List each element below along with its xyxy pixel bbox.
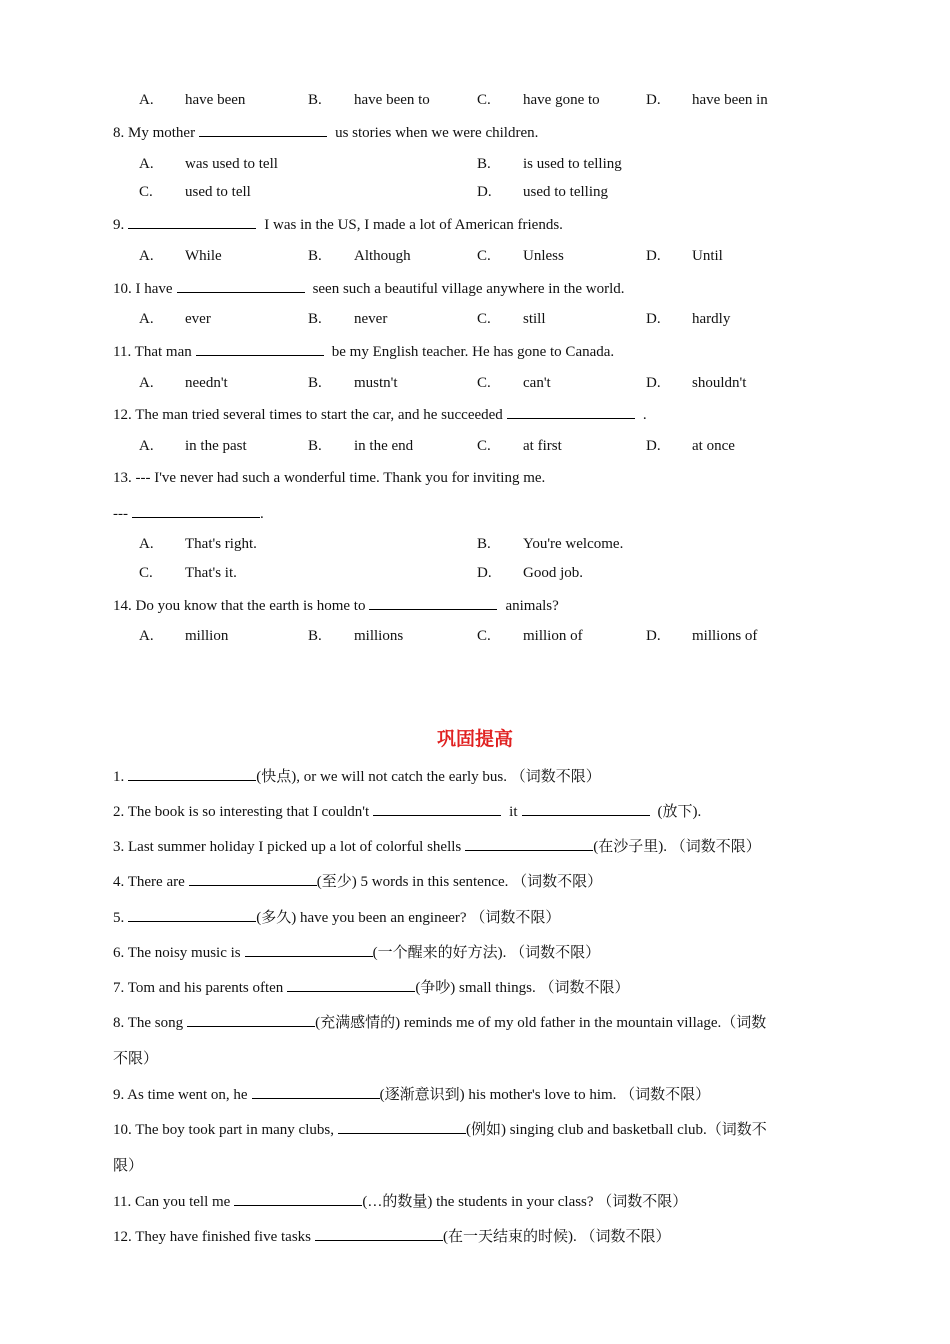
question-8 [113,122,538,143]
fill-item-9 [113,1084,710,1105]
q12-label-c: C. [477,438,491,454]
fill-item-4-blank[interactable] [189,871,317,886]
section-title: 巩固提高 [436,728,513,750]
fill-item-10-post: (例如) singing club and basketball club.（词数不 [465,1122,767,1138]
question-9 [113,214,563,235]
q11-option-c: can't [523,375,551,391]
q14-stem-post: animals? [505,598,559,614]
q13-option-c: That's it. [185,565,237,581]
q9-stem-post: I was in the US, I made a lot of American friends. [264,217,563,233]
question-11 [113,341,614,362]
fill-item-9-pre: 9. As time went on, he [113,1087,248,1103]
q14-option-c: million of [523,628,583,644]
fill-item-9-post: (逐渐意识到) his mother's love to him. （词数不限） [379,1087,711,1103]
q7-label-c: C. [477,92,491,108]
q11-option-a: needn't [185,375,228,391]
q13-label-b: B. [477,536,491,552]
fill-item-6-pre: 6. The noisy music is [113,945,241,961]
question-14 [113,595,559,616]
fill-item-10-blank[interactable] [338,1119,466,1134]
q9-option-c: Unless [523,248,564,264]
q11-label-a: A. [139,375,154,391]
q8-option-b: is used to telling [523,156,622,172]
q13-blank[interactable] [132,503,260,518]
fill-item-6-post: (一个醒来的好方法). （词数不限） [372,945,601,961]
q13-reply-post: . [260,506,264,522]
fill-item-2-pre: 2. The book is so interesting that I couldn't [113,804,370,820]
q14-stem-pre: 14. Do you know that the earth is home to [113,598,366,614]
fill-item-10-wrap: 限） [113,1158,144,1174]
fill-item-7 [113,977,629,998]
q8-option-a: was used to tell [185,156,278,172]
q8-label-c: C. [139,184,153,200]
fill-item-7-pre: 7. Tom and his parents often [113,980,284,996]
fill-item-8-blank[interactable] [187,1012,315,1027]
q10-stem-post: seen such a beautiful village anywhere in the world. [312,281,625,297]
q8-stem-pre: 8. My mother [113,125,196,141]
q14-option-a: million [185,628,229,644]
fill-item-6-blank[interactable] [245,942,373,957]
q13-option-b: You're welcome. [523,536,624,552]
fill-item-3-post: (在沙子里). （词数不限） [593,839,761,855]
q14-label-c: C. [477,628,491,644]
q13-option-d: Good job. [523,565,583,581]
q7-option-d: have been in [692,92,768,108]
q10-option-d: hardly [692,311,731,327]
fill-item-11-post: (…的数量) the students in your class? （词数不限） [362,1194,688,1210]
q11-stem-post: be my English teacher. He has gone to Canada. [331,344,615,360]
q10-label-a: A. [139,311,154,327]
fill-item-8 [113,1012,766,1033]
fill-item-5-post: (多久) have you been an engineer? （词数不限） [256,910,561,926]
q11-label-d: D. [646,375,661,391]
q14-option-b: millions [354,628,404,644]
q11-option-b: mustn't [354,375,398,391]
fill-item-7-post: (争吵) small things. （词数不限） [415,980,630,996]
q9-blank[interactable] [128,214,256,229]
q9-option-d: Until [692,248,723,264]
fill-item-12-post: (在一天结束的时候). （词数不限） [443,1229,671,1245]
q10-stem-pre: 10. I have [113,281,173,297]
fill-item-8-pre: 8. The song [113,1015,184,1031]
q10-option-c: still [523,311,546,327]
q8-label-d: D. [477,184,492,200]
q12-label-a: A. [139,438,154,454]
q12-blank[interactable] [507,404,635,419]
q9-label-a: A. [139,248,154,264]
q12-option-b: in the end [354,438,414,454]
q9-label-c: C. [477,248,491,264]
fill-item-1-post: (快点), or we will not catch the early bus. （词数不限） [256,769,601,785]
fill-item-8-wrap: 不限） [113,1051,159,1067]
fill-item-1 [113,766,601,787]
fill-item-11 [113,1191,687,1212]
q9-stem-pre: 9. [113,217,125,233]
fill-item-5-pre: 5. [113,910,125,926]
q7-option-c: have gone to [523,92,600,108]
q9-label-d: D. [646,248,661,264]
fill-item-5-blank[interactable] [128,907,256,922]
q12-option-c: at first [523,438,562,454]
q8-blank[interactable] [199,122,327,137]
q7-label-b: B. [308,92,322,108]
fill-item-6 [113,942,600,963]
q11-blank[interactable] [196,341,324,356]
question-12 [113,404,647,425]
q10-option-a: ever [185,311,211,327]
q12-stem-pre: 12. The man tried several times to start the car, and he succeeded [113,407,503,423]
fill-item-5 [113,907,560,928]
fill-item-1-pre: 1. [113,769,125,785]
fill-item-3-pre: 3. Last summer holiday I picked up a lot of colorful shells [113,839,462,855]
q12-option-d: at once [692,438,735,454]
fill-item-4-post: (至少) 5 words in this sentence. （词数不限） [316,874,603,890]
q11-stem-pre: 11. That man [113,344,192,360]
fill-item-9-blank[interactable] [252,1084,380,1099]
q8-option-c: used to tell [185,184,251,200]
q8-label-a: A. [139,156,154,172]
q13-label-d: D. [477,565,492,581]
fill-item-10-pre: 10. The boy took part in many clubs, [113,1122,334,1138]
fill-item-11-blank[interactable] [234,1191,362,1206]
q14-label-b: B. [308,628,322,644]
fill-item-8-post: (充满感情的) reminds me of my old father in the mountain village.（词数 [315,1015,767,1031]
fill-item-1-blank[interactable] [128,766,256,781]
q9-option-a: While [185,248,222,264]
q14-label-a: A. [139,628,154,644]
fill-item-11-pre: 11. Can you tell me [113,1194,231,1210]
q8-label-b: B. [477,156,491,172]
fill-item-2-blank-2[interactable] [522,801,650,816]
fill-item-10 [113,1119,767,1140]
q12-label-b: B. [308,438,322,454]
fill-item-3-blank[interactable] [465,836,593,851]
q10-blank[interactable] [177,278,305,293]
q8-option-d: used to telling [523,184,608,200]
fill-item-12-pre: 12. They have finished five tasks [113,1229,312,1245]
fill-item-2-blank-1[interactable] [373,801,501,816]
fill-item-12-blank[interactable] [315,1226,443,1241]
q9-option-b: Although [354,248,411,264]
q10-label-b: B. [308,311,322,327]
question-13-reply [113,503,264,524]
q10-option-b: never [354,311,388,327]
fill-item-3 [113,836,761,857]
q12-label-d: D. [646,438,661,454]
q7-label-a: A. [139,92,154,108]
q8-stem-post: us stories when we were children. [335,125,539,141]
q10-label-d: D. [646,311,661,327]
q11-label-b: B. [308,375,322,391]
q10-label-c: C. [477,311,491,327]
q13-reply-pre: --- [113,506,128,522]
fill-item-4 [113,871,602,892]
fill-item-2-post: (放下). [657,804,702,820]
q7-option-b: have been to [354,92,430,108]
q13-option-a: That's right. [185,536,257,552]
q7-option-a: have been [185,92,246,108]
fill-item-12 [113,1226,671,1247]
q13-label-a: A. [139,536,154,552]
fill-item-2 [113,801,701,822]
question-13: 13. --- I've never had such a wonderful time. Thank you for inviting me. [113,470,546,486]
q9-label-b: B. [308,248,322,264]
q12-stem-post: . [642,407,647,423]
question-10 [113,278,625,299]
q7-label-d: D. [646,92,661,108]
q13-label-c: C. [139,565,153,581]
fill-item-2-mid: it [509,804,518,820]
fill-item-4-pre: 4. There are [113,874,185,890]
fill-item-7-blank[interactable] [287,977,415,992]
q14-option-d: millions of [692,628,758,644]
q11-option-d: shouldn't [692,375,747,391]
q14-label-d: D. [646,628,661,644]
q11-label-c: C. [477,375,491,391]
q12-option-a: in the past [185,438,247,454]
q14-blank[interactable] [369,595,497,610]
